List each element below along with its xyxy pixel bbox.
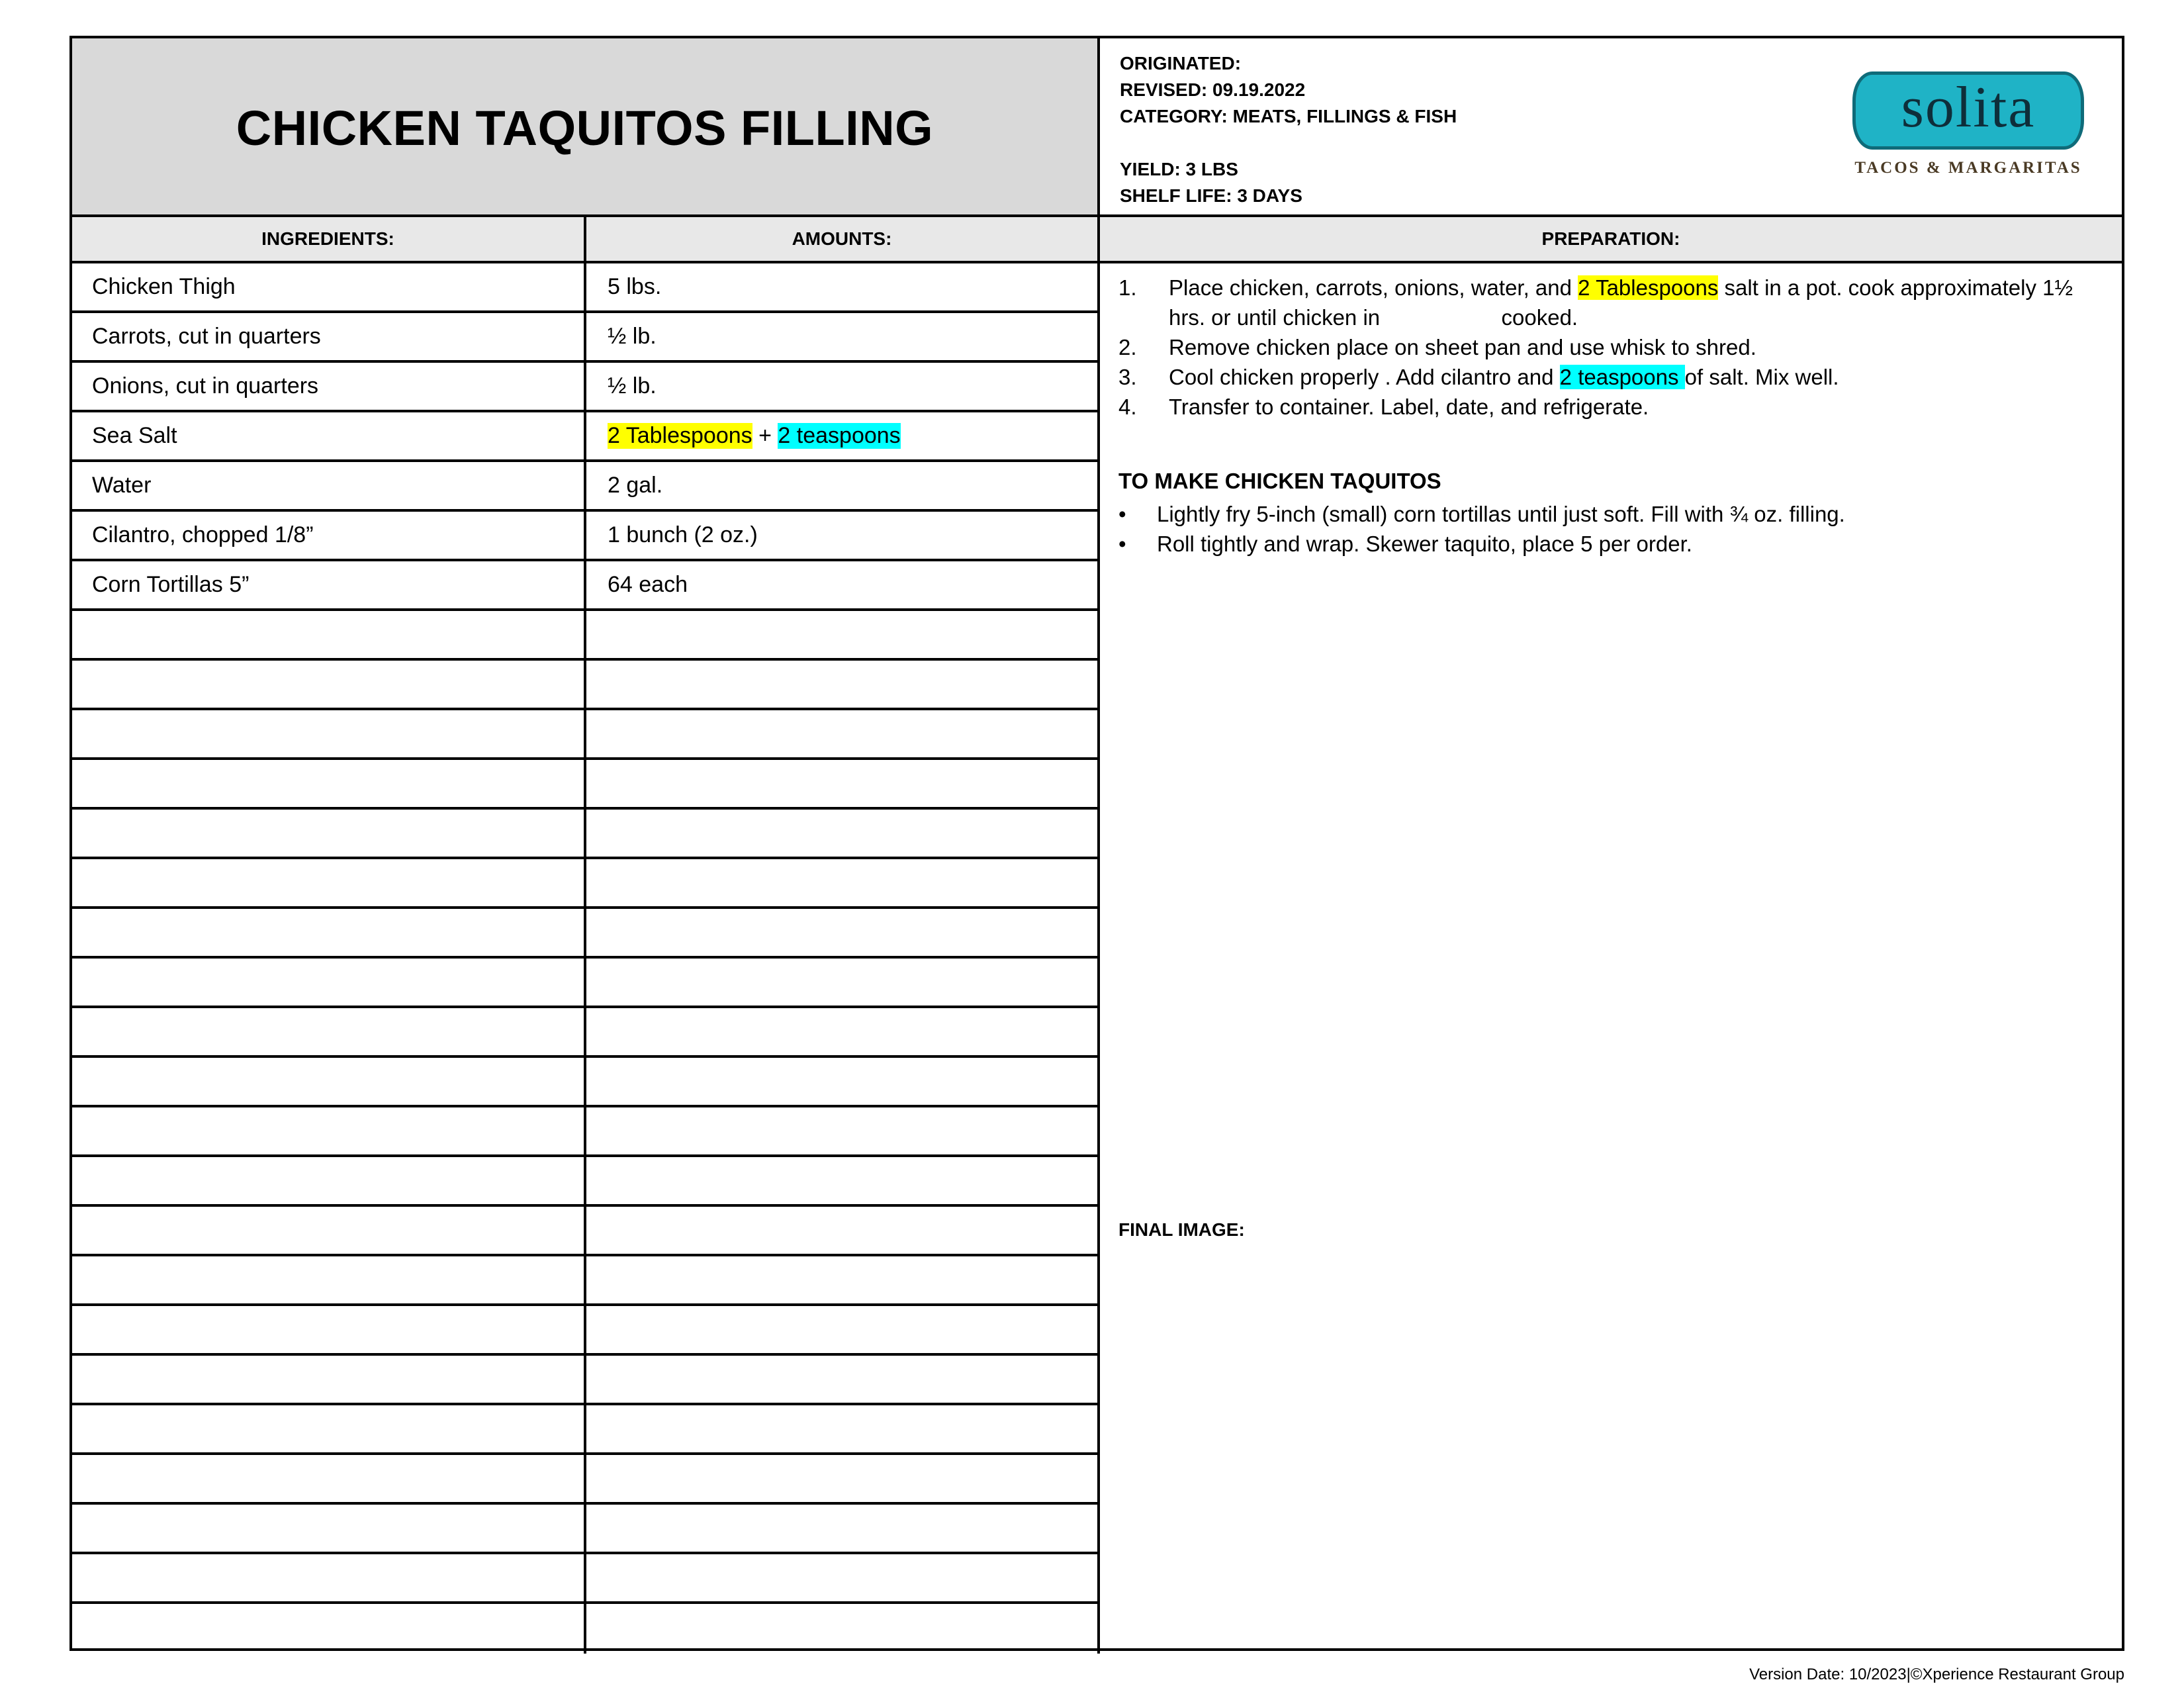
ingredient-name: [72, 1554, 586, 1601]
table-row: [72, 959, 1100, 1008]
ingredient-name: [72, 710, 586, 757]
ingredient-name: Cilantro, chopped 1/8”: [72, 512, 586, 559]
originated-label: ORIGINATED:: [1120, 53, 1242, 73]
table-row: [72, 462, 1100, 512]
ingredients-table: [72, 263, 1100, 1654]
ingredient-name: [72, 1306, 586, 1353]
ingredient-amount: [586, 1107, 1100, 1154]
meta-cell: [1100, 38, 2122, 217]
ingredient-amount: [586, 661, 1100, 708]
table-row: [72, 611, 1100, 661]
preparation-step: [1118, 392, 2111, 422]
ingredient-amount: [586, 412, 1100, 459]
logo-subtitle: TACOS & MARGARITAS: [1854, 159, 2082, 177]
step-text-start: Place chicken, carrots, onions, water, and: [1169, 275, 1578, 300]
step-text-end: of salt. Mix well.: [1684, 365, 1839, 389]
ingredient-name: [72, 760, 586, 807]
preparation-step: [1118, 332, 2111, 362]
ingredient-amount: [586, 710, 1100, 757]
table-row: [72, 1058, 1100, 1107]
ingredient-amount: 5 lbs.: [586, 263, 1100, 310]
recipe-meta: [1120, 50, 1457, 209]
table-row: [72, 412, 1100, 462]
preparation-body: [1100, 263, 2122, 1647]
ingredient-name: [72, 810, 586, 857]
preparation-header: PREPARATION:: [1100, 217, 2122, 263]
ingredient-amount: ½ lb.: [586, 363, 1100, 410]
step-text-start: Remove chicken place on sheet pan and use whisk to shred.: [1169, 335, 1756, 359]
tablespoons-highlight: 2 Tablespoons: [1578, 275, 1719, 300]
amounts-header: AMOUNTS:: [586, 217, 1100, 263]
taquitos-bullet: [1118, 529, 2111, 559]
table-row: [72, 1455, 1100, 1505]
ingredient-name: [72, 1405, 586, 1452]
ingredient-name: [72, 661, 586, 708]
ingredient-amount: [586, 909, 1100, 956]
table-row: [72, 363, 1100, 412]
step-text-start: Cool chicken properly . Add cilantro and: [1169, 365, 1560, 389]
table-row: [72, 1157, 1100, 1207]
amount-separator: +: [752, 423, 778, 448]
version-footer: Version Date: 10/2023|©Xperience Restaurant Group: [1749, 1665, 2124, 1683]
step-number: 3.: [1118, 365, 1137, 389]
preparation-steps: [1118, 273, 2111, 422]
taquitos-bullet: [1118, 499, 2111, 529]
ingredient-amount: [586, 1405, 1100, 1452]
ingredient-amount: [586, 760, 1100, 807]
ingredient-amount: [586, 1505, 1100, 1552]
ingredient-amount: [586, 611, 1100, 658]
logo-badge: [1852, 71, 2084, 150]
ingredient-name: [72, 1455, 586, 1502]
ingredient-amount: [586, 1554, 1100, 1601]
ingredient-name: Onions, cut in quarters: [72, 363, 586, 410]
bullet-text: Roll tightly and wrap. Skewer taquito, place 5 per order.: [1157, 532, 1692, 556]
table-row: [72, 263, 1100, 313]
table-row: [72, 1256, 1100, 1306]
ingredient-amount: [586, 1008, 1100, 1055]
ingredient-name: [72, 1207, 586, 1254]
table-row: [72, 859, 1100, 909]
ingredients-header: INGREDIENTS:: [72, 217, 586, 263]
table-row: [72, 1008, 1100, 1058]
shelf-life: SHELF LIFE: 3 DAYS: [1120, 185, 1302, 206]
table-row: [72, 512, 1100, 561]
ingredient-amount: [586, 959, 1100, 1006]
ingredient-name: [72, 1157, 586, 1204]
tablespoons-highlight: 2 Tablespoons: [608, 423, 752, 448]
table-row: [72, 1405, 1100, 1455]
recipe-sheet: [69, 36, 2124, 1651]
ingredient-amount: [586, 810, 1100, 857]
ingredient-name: [72, 1058, 586, 1105]
table-row: [72, 909, 1100, 959]
table-row: [72, 710, 1100, 760]
table-row: [72, 1207, 1100, 1256]
step-text: [1169, 335, 1756, 359]
ingredient-amount: [586, 1256, 1100, 1303]
ingredient-amount: 2 gal.: [586, 462, 1100, 509]
table-row: [72, 810, 1100, 859]
yield: YIELD: 3 LBS: [1120, 159, 1238, 179]
ingredient-name: [72, 1008, 586, 1055]
preparation-step: [1118, 362, 2111, 392]
step-number: 4.: [1118, 395, 1137, 419]
bullet-dot-icon: •: [1118, 532, 1126, 556]
ingredient-amount: 64 each: [586, 561, 1100, 608]
ingredient-name: [72, 859, 586, 906]
recipe-title: CHICKEN TAQUITOS FILLING: [236, 100, 934, 156]
table-row: [72, 1505, 1100, 1554]
table-row: [72, 1107, 1100, 1157]
step-number: 1.: [1118, 275, 1137, 300]
category: CATEGORY: MEATS, FILLINGS & FISH: [1120, 106, 1457, 126]
table-row: [72, 561, 1100, 611]
title-cell: [72, 38, 1100, 217]
ingredient-amount: [586, 1306, 1100, 1353]
teaspoons-highlight: 2 teaspoons: [778, 423, 901, 448]
ingredient-amount: [586, 1157, 1100, 1204]
ingredient-name: Water: [72, 462, 586, 509]
step-text-end: salt in a pot. cook approximately 1½ hrs. or until chicken in cooked.: [1169, 275, 2079, 330]
ingredient-name: [72, 1256, 586, 1303]
table-row: [72, 313, 1100, 363]
table-row: [72, 661, 1100, 710]
ingredient-amount: [586, 1604, 1100, 1654]
taquitos-instructions: [1118, 499, 2111, 559]
step-text: [1169, 395, 1649, 419]
teaspoons-highlight: 2 teaspoons: [1559, 365, 1685, 389]
final-image-label: FINAL IMAGE:: [1118, 1219, 1245, 1240]
revised-date: REVISED: 09.19.2022: [1120, 79, 1306, 100]
ingredient-amount: 1 bunch (2 oz.): [586, 512, 1100, 559]
ingredient-name: [72, 1505, 586, 1552]
step-text: [1169, 275, 2079, 330]
table-row: [72, 1604, 1100, 1654]
logo-word: solita: [1901, 75, 2036, 140]
ingredient-name: Sea Salt: [72, 412, 586, 459]
ingredient-name: [72, 1356, 586, 1403]
table-row: [72, 1306, 1100, 1356]
ingredient-amount: [586, 1058, 1100, 1105]
ingredient-name: Chicken Thigh: [72, 263, 586, 310]
ingredient-name: [72, 1604, 586, 1654]
ingredient-name: [72, 1107, 586, 1154]
table-row: [72, 1554, 1100, 1604]
ingredient-name: Carrots, cut in quarters: [72, 313, 586, 360]
step-text: [1169, 365, 1839, 389]
bullet-dot-icon: •: [1118, 502, 1126, 526]
solita-logo: [1852, 71, 2091, 184]
ingredient-amount: [586, 1455, 1100, 1502]
ingredient-amount: [586, 859, 1100, 906]
table-row: [72, 760, 1100, 810]
ingredient-name: [72, 611, 586, 658]
taquitos-title: TO MAKE CHICKEN TAQUITOS: [1118, 469, 1441, 493]
ingredient-name: [72, 959, 586, 1006]
bullet-text: Lightly fry 5-inch (small) corn tortillas until just soft. Fill with ¾ oz. filling.: [1157, 502, 1845, 526]
ingredient-name: Corn Tortillas 5”: [72, 561, 586, 608]
preparation-step: [1118, 273, 2111, 332]
ingredient-amount: [586, 1356, 1100, 1403]
ingredient-amount: [586, 1207, 1100, 1254]
table-row: [72, 1356, 1100, 1405]
step-number: 2.: [1118, 335, 1137, 359]
ingredient-amount: ½ lb.: [586, 313, 1100, 360]
step-text-start: Transfer to container. Label, date, and refrigerate.: [1169, 395, 1649, 419]
ingredient-name: [72, 909, 586, 956]
